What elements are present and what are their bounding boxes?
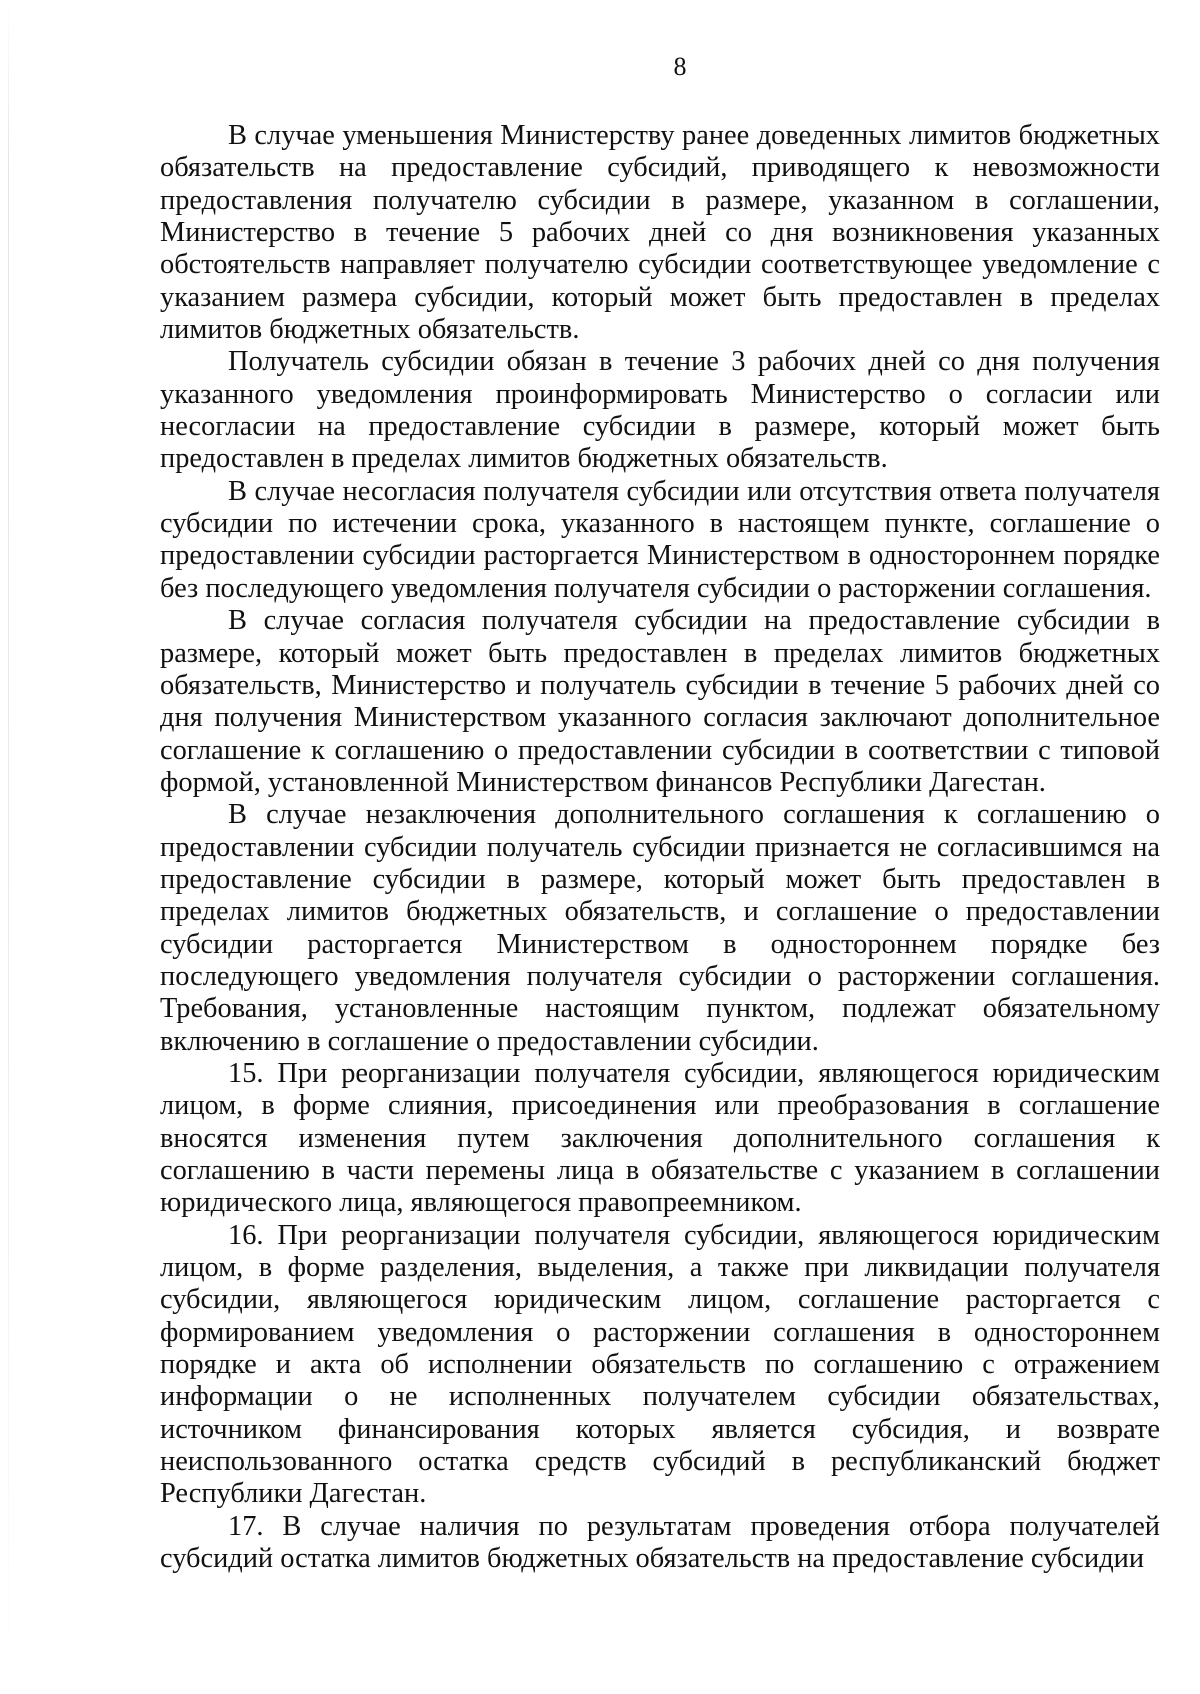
paragraph-limit-reduction: В случае уменьшения Министерству ранее доведенных лимитов бюджетных обязательств на предоставление субсидий, приводящего к невозможности предоставления получателю субсидии в размере, указанном в соглашении, Министерство в течение 5 рабочих дней со дня возникновения указанных обстоятельств направляет получателю субсидии соответствующее уведомление с указанием размера субсидии, который может быть предоставлен в пределах лимитов бюджетных обязательств. [160, 120, 1160, 346]
paragraph-non-conclusion: В случае незаключения дополнительного соглашения к соглашению о предоставлении субсидии получатель субсидии признается не согласившимся на предоставление субсидии в размере, который может быть предоставлен в пределах лимитов бюджетных обязательств, и соглашение о предоставлении субсидии расторгается Министерством в одностороннем порядке без последующего уведомления получателя субсидии о расторжении соглашения. Требования, установленные настоящим пунктом, подлежат обязательному включению в соглашение о предоставлении субсидии. [160, 799, 1160, 1057]
document-body [160, 120, 1160, 1575]
paragraph-recipient-obligation: Получатель субсидии обязан в течение 3 рабочих дней со дня получения указанного уведомления проинформировать Министерство о согласии или несогласии на предоставление субсидии в размере, который может быть предоставлен в пределах лимитов бюджетных обязательств. [160, 346, 1160, 475]
page-number: 8 [673, 52, 687, 81]
paragraph-item-17: 17. В случае наличия по результатам проведения отбора получателей субсидий остатка лимитов бюджетных обязательств на предоставление субсидии [160, 1510, 1160, 1575]
paragraph-item-16: 16. При реорганизации получателя субсидии, являющегося юридическим лицом, в форме разделения, выделения, а также при ликвидации получателя субсидии, являющегося юридическим лицом, соглашение расторгается с формированием уведомления о расторжении соглашения в одностороннем порядке и акта об исполнении обязательств по соглашению с отражением информации о не исполненных получателем субсидии обязательствах, источником финансирования которых является субсидия, и возврате неиспользованного остатка средств субсидий в республиканский бюджет Республики Дагестан. [160, 1219, 1160, 1510]
paragraph-disagreement: В случае несогласия получателя субсидии или отсутствия ответа получателя субсидии по истечении срока, указанного в настоящем пункте, соглашение о предоставлении субсидии расторгается Министерством в одностороннем порядке без последующего уведомления получателя субсидии о расторжении соглашения. [160, 475, 1160, 604]
paragraph-item-15: 15. При реорганизации получателя субсидии, являющегося юридическим лицом, в форме слияния, присоединения или преобразования в соглашение вносятся изменения путем заключения дополнительного соглашения к соглашению в части перемены лица в обязательстве с указанием в соглашении юридического лица, являющегося правопреемником. [160, 1057, 1160, 1219]
scan-edge-line [8, 0, 9, 1694]
paragraph-agreement: В случае согласия получателя субсидии на предоставление субсидии в размере, который может быть предоставлен в пределах лимитов бюджетных обязательств, Министерство и получатель субсидии в течение 5 рабочих дней со дня получения Министерством указанного согласия заключают дополнительное соглашение к соглашению о предоставлении субсидии в соответствии с типовой формой, установленной Министерством финансов Республики Дагестан. [160, 605, 1160, 798]
